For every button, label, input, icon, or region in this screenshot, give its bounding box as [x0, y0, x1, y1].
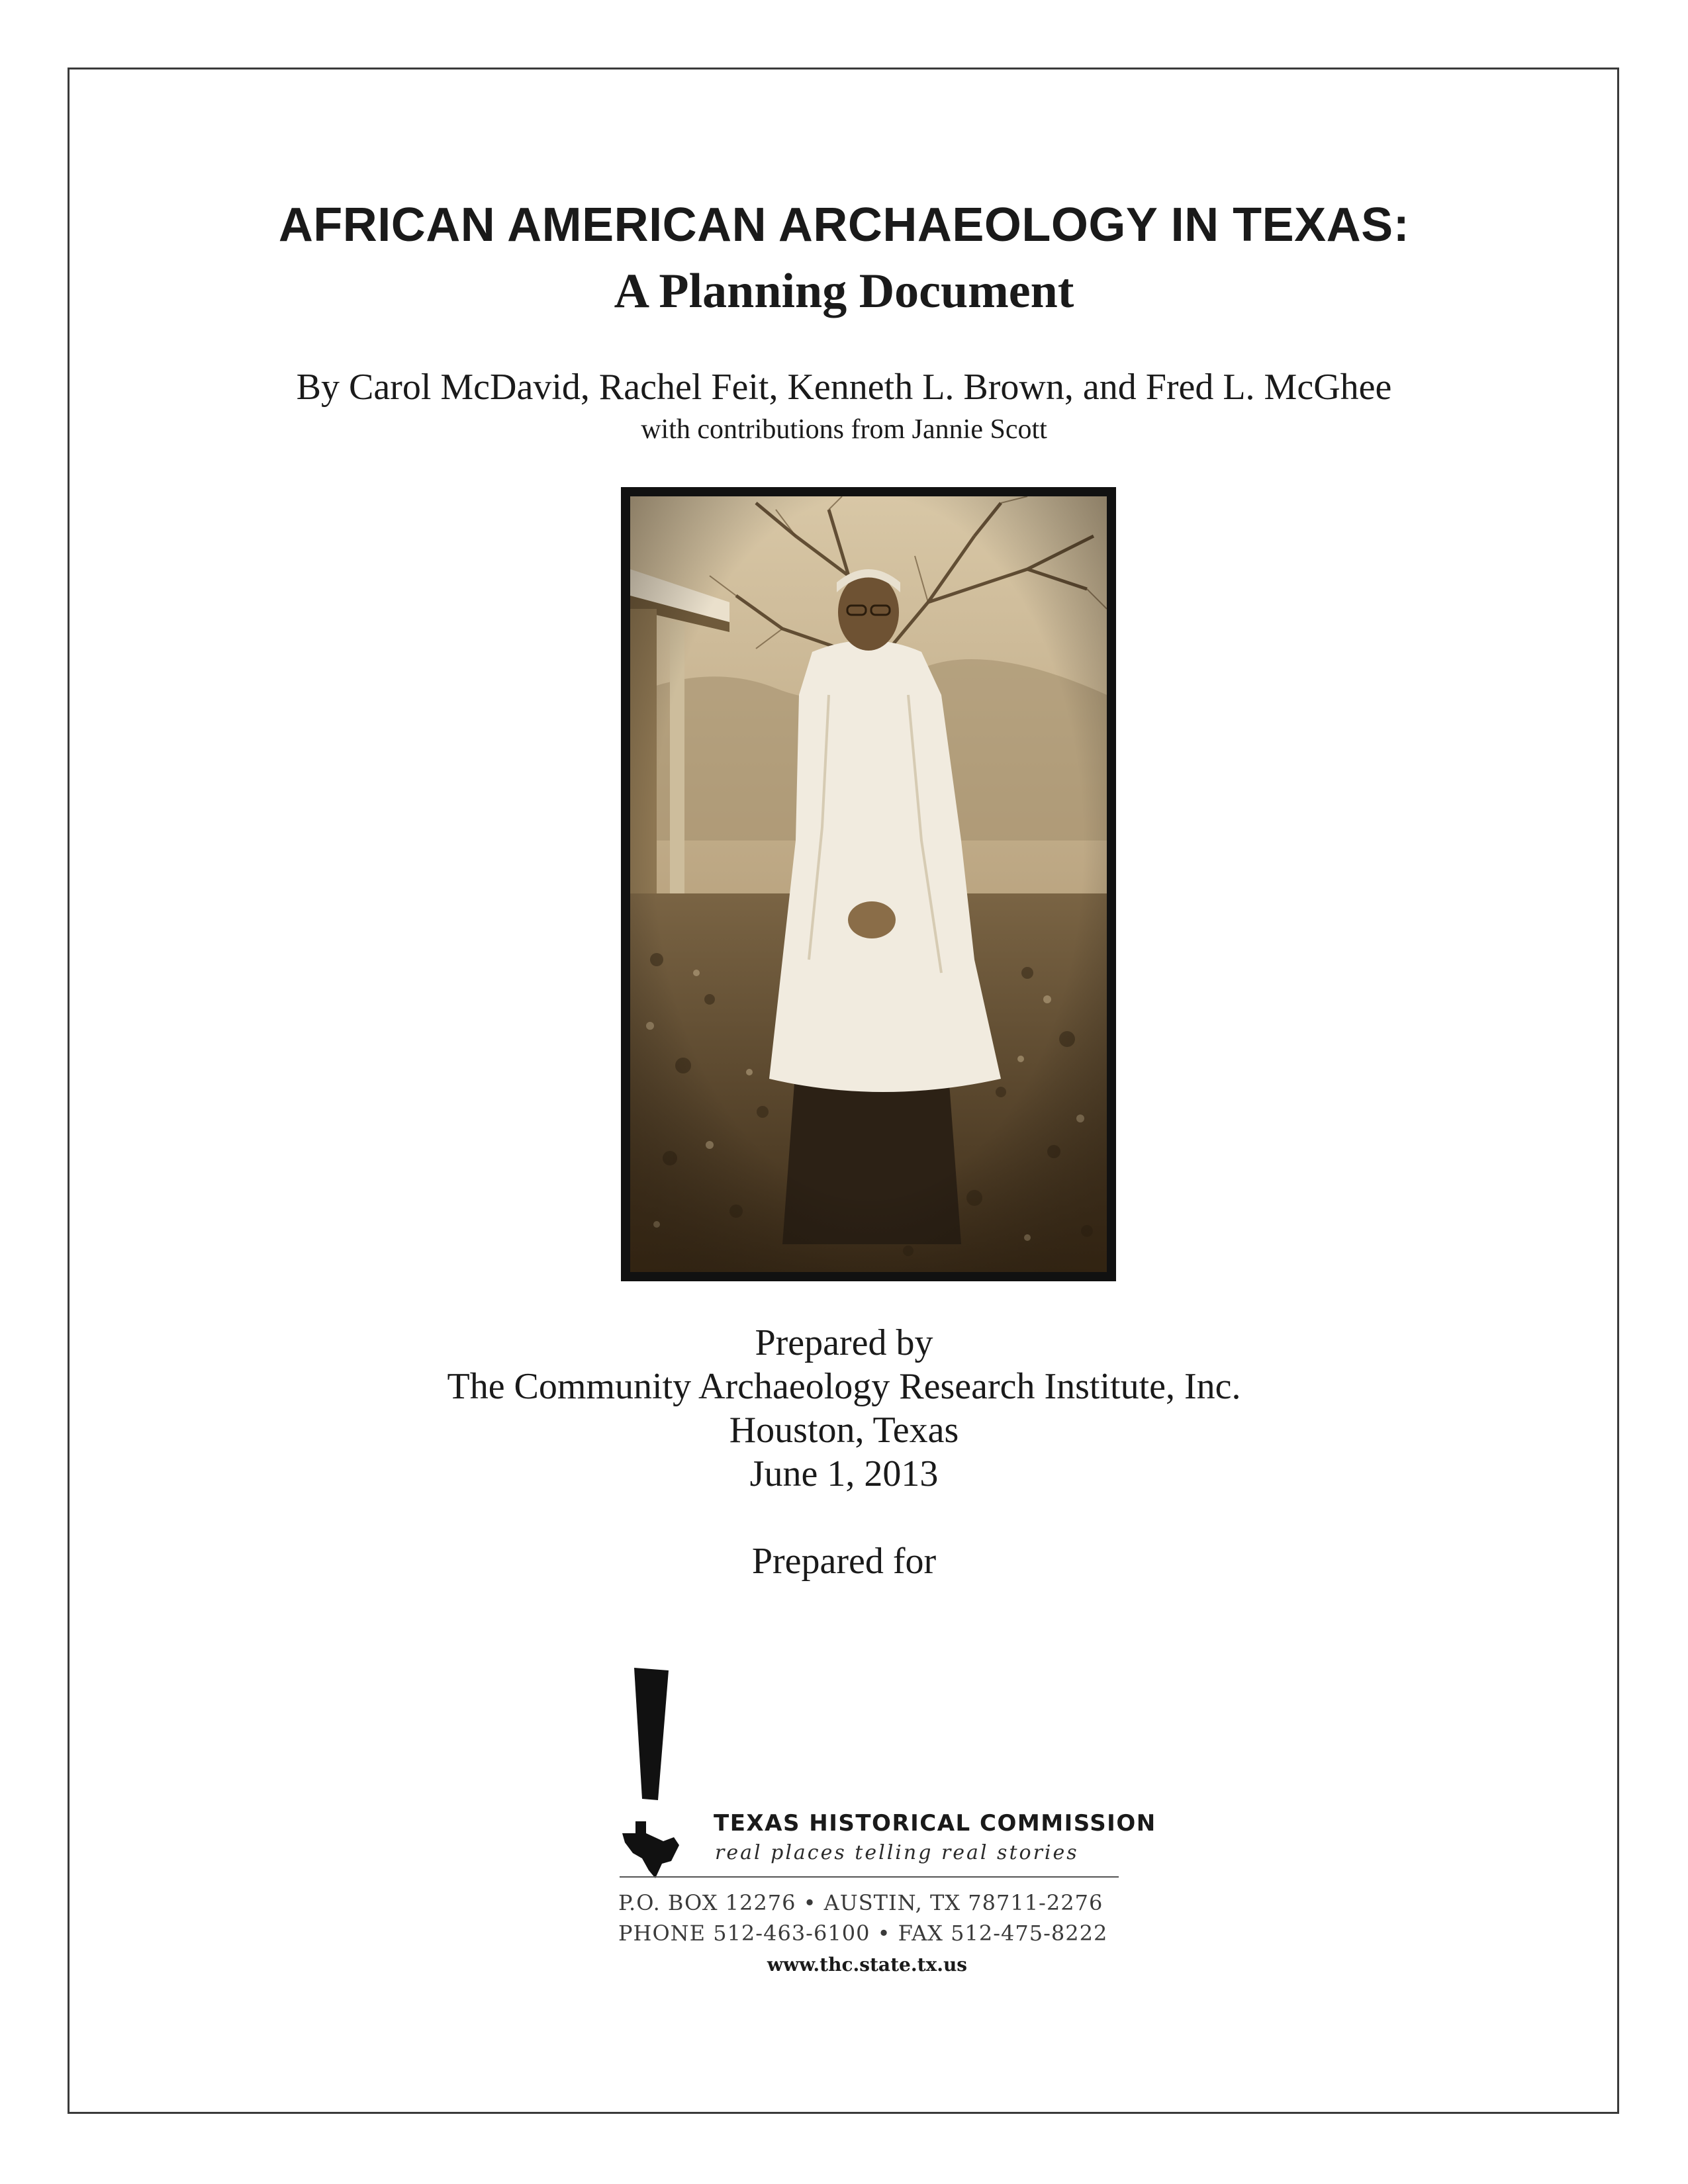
- thc-name: TEXAS HISTORICAL COMMISSION: [714, 1810, 1156, 1837]
- organization-name: The Community Archaeology Research Institute, Inc.: [447, 1366, 1241, 1407]
- prepared-by-block: [0, 1321, 1688, 1496]
- thc-address: P.O. BOX 12276 • AUSTIN, TX 78711-2276: [618, 1890, 1103, 1915]
- thc-logo: [616, 1668, 1156, 1976]
- document-title: AFRICAN AMERICAN ARCHAEOLOGY IN TEXAS:: [278, 199, 1410, 251]
- document-date: June 1, 2013: [749, 1453, 939, 1494]
- thc-tagline: real places telling real stories: [715, 1841, 1079, 1864]
- exclamation-texas-icon: [616, 1668, 682, 1880]
- contributions-line: with contributions from Jannie Scott: [641, 414, 1047, 445]
- sepia-portrait-image: [630, 496, 1107, 1272]
- cover-photo: [621, 487, 1116, 1281]
- document-subtitle: A Planning Document: [614, 264, 1074, 318]
- prepared-by-label: Prepared by: [755, 1322, 933, 1363]
- organization-location: Houston, Texas: [729, 1410, 959, 1451]
- authors-line: By Carol McDavid, Rachel Feit, Kenneth L. Brown, and Fred L. McGhee: [296, 367, 1392, 408]
- thc-website: www.thc.state.tx.us: [767, 1954, 968, 1976]
- logo-divider: [620, 1876, 1119, 1878]
- thc-phone-fax: PHONE 512-463-6100 • FAX 512-475-8222: [618, 1921, 1108, 1946]
- prepared-for-label: Prepared for: [751, 1541, 937, 1582]
